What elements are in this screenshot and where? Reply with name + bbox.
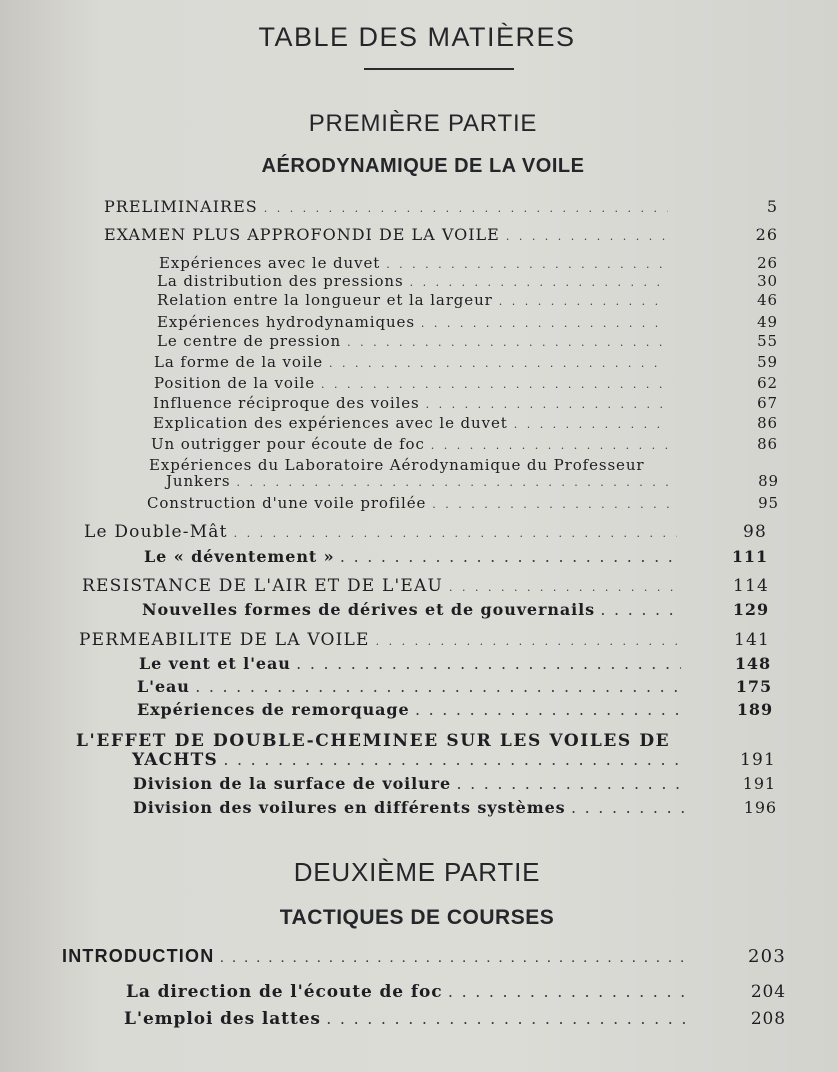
toc-entry: Expériences hydrodynamiques . . . 49 [157,313,672,331]
toc-entry: Le « déventement » . . . 111 [144,547,682,566]
toc-entry: Junkers . . . 89 [166,472,673,490]
toc-entry: Influence réciproque des voiles . . . 67 [153,394,673,412]
toc-entry: Le centre de pression . . . 55 [157,332,671,350]
part-two-section-title: TACTIQUES DE COURSES [279,906,555,929]
toc-entry: INTRODUCTION . . . 203 [62,946,696,967]
toc-entry: Position de la voile . . . 62 [154,374,672,392]
toc-entry: PERMEABILITE DE LA VOILE . . . 141 [79,630,685,650]
toc-entry: L'emploi des lattes . . . 208 [124,1009,696,1029]
toc-entry: La direction de l'écoute de foc . . . 204 [126,982,696,1002]
toc-entry: La forme de la voile . . . 59 [154,353,671,371]
toc-entry: La distribution des pressions . . . 30 [157,272,671,290]
part-one-section-title: AÉRODYNAMIQUE DE LA VOILE [261,155,585,177]
toc-entry: Division des voilures en différents systèmes . . . 196 [133,798,690,817]
toc-entry-first-line: L'EFFET DE DOUBLE-CHEMINEE SUR LES VOILES DE [76,731,671,751]
toc-entry: Explication des expériences avec le duvet . . . 86 [153,414,672,432]
toc-entry: Le Double-Mât . . . 98 [84,522,681,542]
page-title: TABLE DES MATIÈRES [258,22,576,52]
toc-entry: Expériences avec le duvet . . . 26 [159,254,671,272]
toc-entry: Relation entre la longueur et la largeur . . . 46 [157,291,671,309]
toc-entry-first-line: Expériences du Laboratoire Aérodynamique du Professeur [149,456,645,474]
toc-entry: Le vent et l'eau . . . 148 [139,654,685,673]
toc-entry: PRELIMINAIRES . . . 5 [104,197,672,216]
toc-entry: Construction d'une voile profilée . . . 95 [147,494,674,512]
toc-entry: L'eau . . . 175 [137,677,686,696]
part-one-title: PREMIÈRE PARTIE [308,110,538,137]
toc-entry: YACHTS . . . 191 [132,750,689,770]
toc-entry: Division de la surface de voilure . . . 191 [133,774,689,793]
part-two-title: DEUXIÈME PARTIE [293,857,541,887]
toc-entry: EXAMEN PLUS APPROFONDI DE LA VOILE . . . 26 [104,225,670,244]
toc-entry: Un outrigger pour écoute de foc . . . 86 [151,435,672,453]
toc-entry: Nouvelles formes de dérives et de gouvernails . . . 129 [142,600,684,619]
toc-entry: Expériences de remorquage . . . 189 [137,700,687,719]
toc-entry: RESISTANCE DE L'AIR ET DE L'EAU . . . 114 [82,576,684,596]
